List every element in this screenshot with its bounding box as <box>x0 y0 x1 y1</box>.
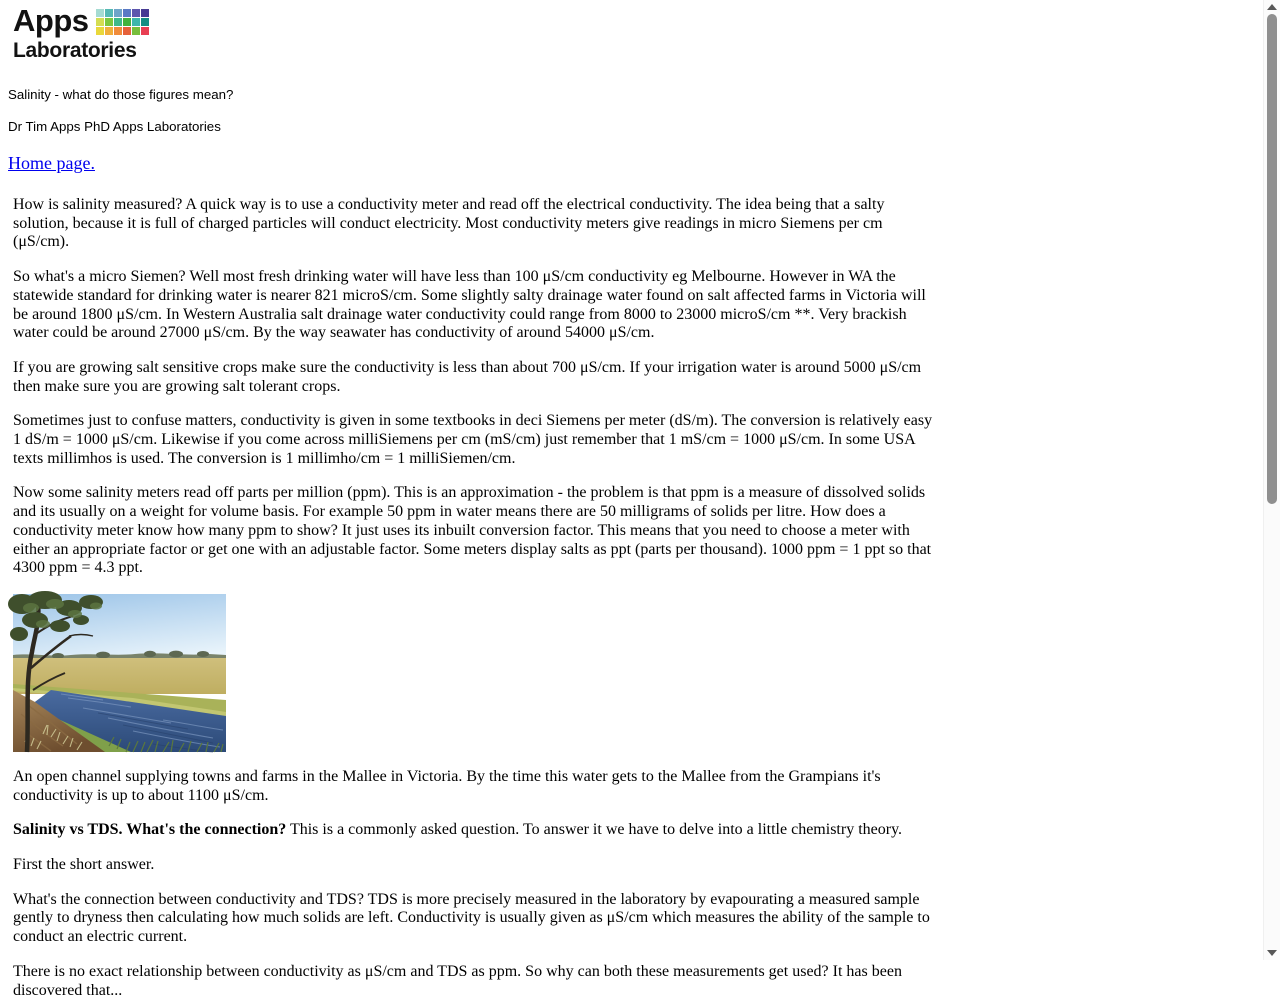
logo-grid-cell <box>114 18 122 26</box>
logo-grid-cell <box>105 18 113 26</box>
logo-laboratories-text: Laboratories <box>13 39 137 62</box>
article-paragraph: So what's a micro Siemen? Well most fresh drinking water will have less than 100 μS/cm conductivity eg Melbourne. However in WA the statewide standard for drinking water is nearer 821 microS/cm. Some slightly salty drainage water found on salt affected farms in Victoria will be around 1800 μS/cm. In Western Australia salt drainage water conductivity could range from 8000 to 23000 microS/cm **. Very brackish water could be around 27000 μS/cm. By the way seawater has conductivity of around 54000 μS/cm. <box>13 268 926 342</box>
article-paragraph: How is salinity measured? A quick way is to use a conductivity meter and read off the electrical conductivity. The idea being that a salty solution, because it is full of charged particles will conduct electricity. Most conductivity meters give readings in micro Siemens per cm (μS/cm). <box>13 196 885 251</box>
article-paragraph: There is no exact relationship between conductivity as μS/cm and TDS as ppm. So why can both these measurements get used? It has been discovered that... <box>13 962 902 999</box>
logo-top-row <box>13 5 1280 36</box>
logo-color-grid-icon <box>96 9 149 35</box>
logo-grid-cell <box>132 9 140 17</box>
article-paragraph: First the short answer. <box>13 856 155 874</box>
article-paragraph: An open channel supplying towns and farms in the Mallee in Victoria. By the time this water gets to the Mallee from the Grampians it's conductivity is up to about 1100 μS/cm. <box>13 767 881 804</box>
logo-grid-cell <box>141 9 149 17</box>
scrollbar-track[interactable] <box>1263 0 1280 960</box>
article-paragraph: If you are growing salt sensitive crops make sure the conductivity is less than about 700 μS/cm. If your irrigation water is around 5000 μS/cm then make sure you are growing salt tolerant crops. <box>13 358 922 395</box>
article-body <box>13 196 933 1000</box>
article-paragraph: What's the connection between conductivity and TDS? TDS is more precisely measured in the laboratory by evapourating a measured sample gently to dryness then calculating how much solids are left. Conductivity is usually given as μS/cm which measures the ability of the sample to conduct an electric current. <box>13 890 930 946</box>
logo-grid-cell <box>96 9 104 17</box>
logo-grid-cell <box>105 9 113 17</box>
logo-grid-cell <box>141 18 149 26</box>
logo-grid-cell <box>114 9 122 17</box>
logo-grid-cell <box>132 18 140 26</box>
logo-grid-cell <box>96 27 104 35</box>
channel-photo <box>13 594 226 752</box>
logo-grid-cell <box>123 18 131 26</box>
article-paragraph: Sometimes just to confuse matters, conductivity is given in some textbooks in deci Siemens per meter (dS/m). The conversion is relatively easy 1 dS/m = 1000 μS/cm. Likewise if you come across milliSiemens per cm (mS/cm) just remember that 1 mS/cm = 1000 μS/cm. In some USA texts millimhos is used. The conversion is 1 millimho/cm = 1 milliSiemen/cm. <box>13 412 933 467</box>
home-link-row <box>8 153 1280 174</box>
logo-grid-cell <box>96 18 104 26</box>
logo-grid-cell <box>141 27 149 35</box>
page-title: Salinity - what do those figures mean? <box>8 87 234 102</box>
logo-grid-cell <box>105 27 113 35</box>
scroll-up-icon[interactable] <box>1267 4 1277 10</box>
scrollbar-thumb[interactable] <box>1267 14 1277 504</box>
paragraphs-after-photo <box>13 768 933 1000</box>
author-byline: Dr Tim Apps PhD Apps Laboratories <box>8 119 221 134</box>
logo-grid-cell <box>123 9 131 17</box>
scroll-down-icon[interactable] <box>1267 950 1277 956</box>
logo-grid-cell <box>123 27 131 35</box>
logo-grid-cell <box>114 27 122 35</box>
article-paragraph: Now some salinity meters read off parts per million (ppm). This is an approximation - the problem is that ppm is a measure of dissolved solids and its usually on a weight for volume basis. For example 50 ppm in water means there are 50 milligrams of solids per litre. How does a conductivity meter know how many ppm to show? It just uses its inbuilt conversion factor. This means that you need to choose a meter with either an appropriate factor or get one with an adjustable factor. Some meters display salts as ppt (parts per thousand). 1000 ppm = 1 ppt so that 4300 ppm = 4.3 ppt. <box>13 484 932 577</box>
article-paragraph: Salinity vs TDS. What's the connection? This is a commonly asked question. To answer it we have to delve into a little chemistry theory. <box>13 821 903 839</box>
logo <box>8 5 1280 63</box>
paragraphs-before-photo <box>13 196 933 578</box>
logo-grid-cell <box>132 27 140 35</box>
home-page-link[interactable]: Home page. <box>8 153 95 173</box>
logo-apps-text: Apps <box>13 3 89 38</box>
paragraph-bold-lead: Salinity vs TDS. What's the connection? <box>13 821 287 839</box>
channel-photo-image <box>13 594 226 752</box>
